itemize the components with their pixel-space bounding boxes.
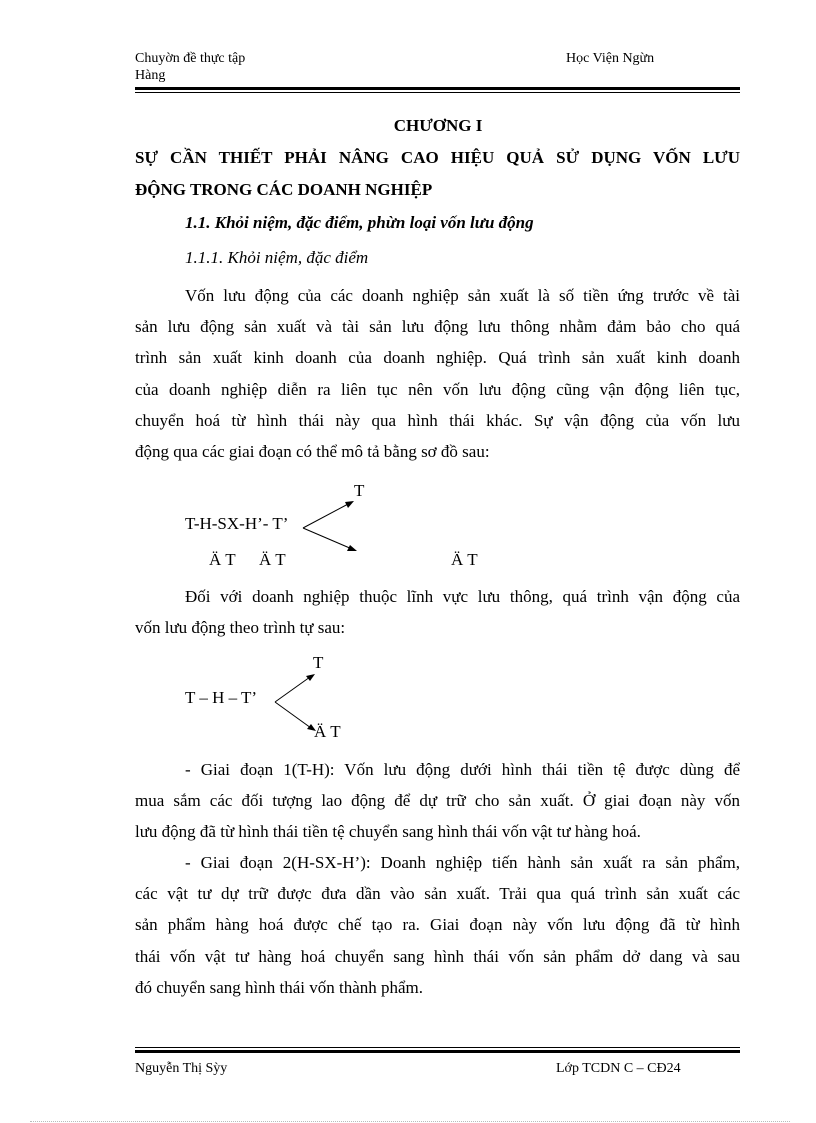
page-bottom-divider — [30, 1121, 790, 1122]
text-line: Vốn lưu động của các doanh nghiệp sản xuất là số tiền ứng trước về tài — [185, 286, 740, 305]
text-line: chuyển hoá từ hình thái này qua hình thái khác. Sự vận động của vốn lưu — [135, 410, 740, 430]
text-line: vốn lưu động theo trình tự sau: — [135, 618, 346, 638]
arrow-up — [303, 503, 350, 528]
arrow-down — [303, 528, 352, 549]
text-line: trình sản xuất kinh doanh của doanh nghiệp. Quá trình sản xuất kinh doanh — [135, 348, 740, 368]
text-line: Đối với doanh nghiệp thuộc lĩnh vực lưu thông, quá trình vận động của — [185, 587, 740, 606]
header-right: Học Viện Ngừn — [566, 51, 655, 66]
footer-class: Lớp TCDN C – CĐ24 — [556, 1061, 681, 1076]
text-line: của doanh nghiệp diễn ra liên tục nên vốn lưu động cũng vận động liên tục, — [135, 379, 740, 399]
chapter-title-line1: SỰ CẦN THIẾT PHẢI NÂNG CAO HIỆU QUẢ SỬ DỤNG VỐN LƯU — [135, 148, 740, 167]
chapter-title-line2: ĐỘNG TRONG CÁC DOANH NGHIỆP — [135, 180, 433, 199]
diagram2-top-label: T — [313, 653, 324, 672]
arrow-down — [275, 702, 311, 728]
paragraph-intro — [135, 280, 740, 467]
paragraph-stage2 — [135, 847, 740, 1003]
header-rule-thin — [135, 92, 740, 93]
diagram1-delta2: Ä T — [259, 550, 286, 569]
section-subheading: 1.1.1. Khỏi niệm, đặc điểm — [185, 248, 369, 267]
text-line: thái vốn vật tư hàng hoá chuyển sang hình thái vốn sản phẩm dở dang và sau — [135, 946, 740, 966]
paragraph-stage1 — [135, 754, 740, 848]
header-left-line2: Hàng — [135, 68, 166, 83]
text-line: động qua các giai đoạn có thể mô tả bằng sơ đồ sau: — [135, 441, 490, 461]
text-line: mua sắm các đối tượng lao động để dự trữ cho sản xuất. Ở giai đoạn này vốn — [135, 791, 740, 811]
diagram2-bottom-label: Ä T — [314, 722, 341, 741]
diagram2-formula: T – H – T’ — [185, 688, 258, 707]
diagram1-top-label: T — [354, 481, 365, 500]
text-line: sản phẩm hàng hoá được chế tạo ra. Giai đoạn này vốn lưu động đã từ hình — [135, 915, 740, 935]
footer-rule-thick — [135, 1050, 740, 1053]
section-heading: 1.1. Khỏi niệm, đặc điểm, phừn loại vốn lưu động — [185, 213, 534, 232]
text-line: - Giai đoạn 1(T-H): Vốn lưu động dưới hình thái tiền tệ được dùng để — [185, 760, 740, 779]
header-left-line1: Chuyờn đề thực tập — [135, 51, 246, 66]
chapter-number: CHƯƠNG I — [393, 116, 483, 135]
diagram1-arrows — [300, 495, 370, 560]
text-line: sản lưu động sản xuất và tài sản lưu động lưu thông nhằm đảm bảo cho quá — [135, 317, 740, 337]
arrow-down-head — [347, 545, 357, 551]
diagram1-delta3: Ä T — [451, 550, 478, 569]
arrow-up-head — [345, 501, 354, 508]
text-line: lưu động đã từ hình thái tiền tệ chuyển sang hình thái vốn vật tư hàng hoá. — [135, 822, 641, 842]
footer-rule-thin — [135, 1047, 740, 1048]
text-line: - Giai đoạn 2(H-SX-H’): Doanh nghiệp tiến hành sản xuất ra sản phẩm, — [185, 853, 740, 872]
text-line: các vật tư dự trữ được đưa dần vào sản xuất. Trải qua quá trình sản xuất các — [135, 884, 740, 904]
text-line: đó chuyển sang hình thái vốn thành phẩm. — [135, 977, 424, 997]
arrow-up-head — [306, 674, 315, 681]
header-rule-thick — [135, 87, 740, 90]
diagram1-delta1: Ä T — [209, 550, 236, 569]
footer-author: Nguyễn Thị Sỳy — [135, 1061, 228, 1076]
diagram1-formula: T-H-SX-H’- T’ — [185, 514, 289, 533]
paragraph-trade — [135, 581, 740, 643]
arrow-up — [275, 677, 310, 702]
